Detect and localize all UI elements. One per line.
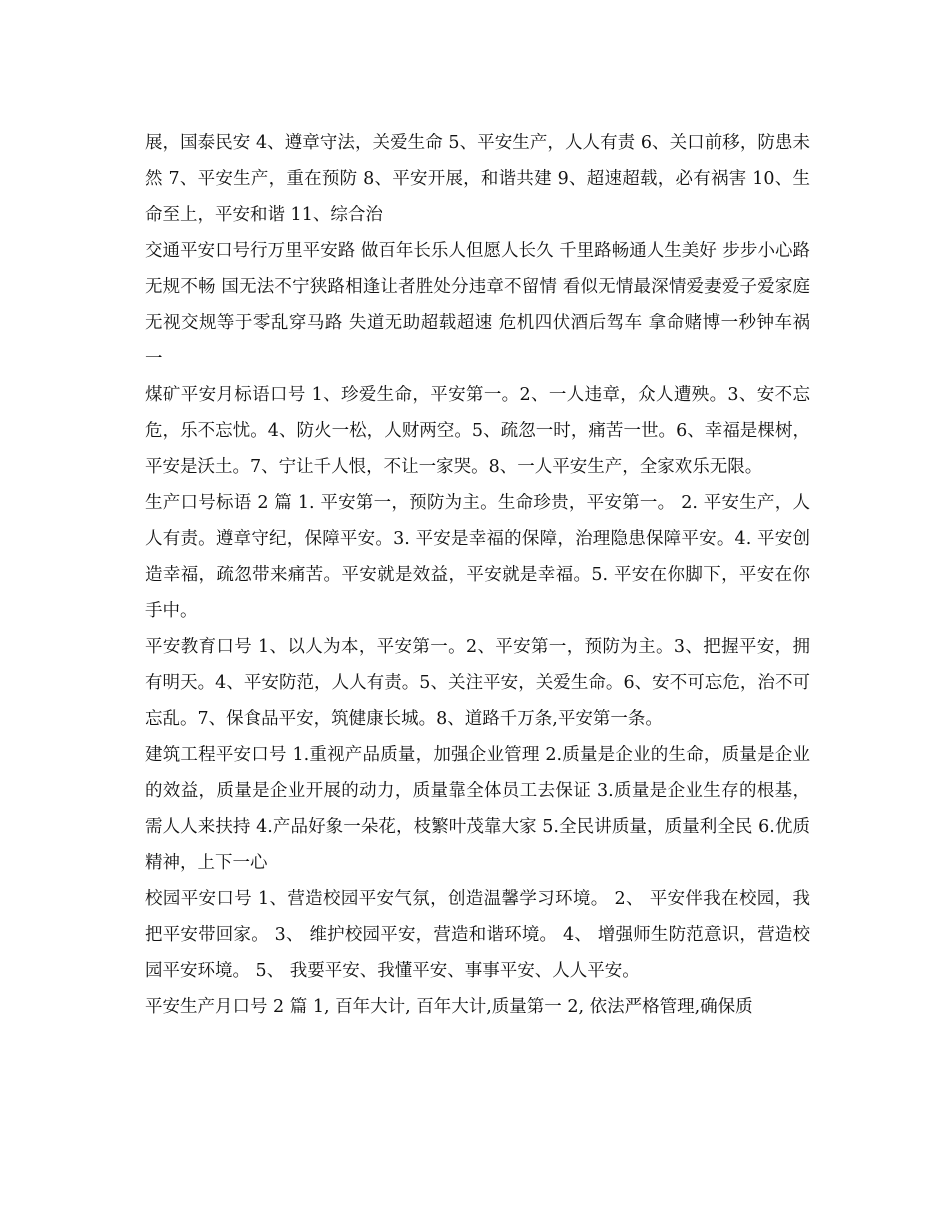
paragraph-1: 展，国泰民安 4、遵章守法，关爱生命 5、平安生产，人人有责 6、关口前移，防患未然 7、平安生产，重在预防 8、平安开展，和谐共建 9、超速超载，必有祸害 10、生命至上，平安和谐 11、综合治 (145, 133, 810, 225)
paragraph-6: 建筑工程平安口号 1.重视产品质量，加强企业管理 2.质量是企业的生命，质量是企业的效益，质量是企业开展的动力，质量靠全体员工去保证 3.质量是企业生存的根基，需人人来扶持 4.产品好象一朵花，枝繁叶茂靠大家 5.全民讲质量，质量利全民 6.优质精神，上下一心 (145, 745, 810, 873)
paragraph-8: 平安生产月口号 2 篇 1, 百年大计, 百年大计,质量第一 2, 依法严格管理,确保质 (145, 997, 753, 1017)
document-body (145, 125, 810, 1025)
paragraph-2: 交通平安口号行万里平安路 做百年长乐人但愿人长久 千里路畅通人生美好 步步小心路无规不畅 国无法不宁狭路相逢让者胜处分违章不留情 看似无情最深情爱妻爱子爱家庭 无视交规等于零乱穿马路 失道无助超载超速 危机四伏酒后驾车 拿命赌博一秒钟车祸 一 (145, 241, 810, 369)
paragraph-3: 煤矿平安月标语口号 1、珍爱生命，平安第一。2、一人违章，众人遭殃。3、安不忘危，乐不忘忧。4、防火一松，人财两空。5、疏忽一时，痛苦一世。6、幸福是棵树，平安是沃土。7、宁让千人恨，不让一家哭。8、一人平安生产，全家欢乐无限。 (145, 385, 810, 477)
paragraph-7: 校园平安口号 1、营造校园平安气氛，创造温馨学习环境。 2、 平安伴我在校园，我把平安带回家。 3、 维护校园平安，营造和谐环境。 4、 增强师生防范意识，营造校园平安环境。 5、 我要平安、我懂平安、事事平安、人人平安。 (145, 889, 810, 981)
paragraph-4: 生产口号标语 2 篇 1. 平安第一，预防为主。生命珍贵，平安第一。 2. 平安生产，人人有责。遵章守纪，保障平安。3. 平安是幸福的保障，治理隐患保障平安。4. 平安创造幸福，疏忽带来痛苦。平安就是效益，平安就是幸福。5. 平安在你脚下，平安在你手中。 (145, 493, 810, 621)
paragraph-5: 平安教育口号 1、以人为本，平安第一。2、平安第一，预防为主。3、把握平安，拥有明天。4、平安防范，人人有责。5、关注平安，关爱生命。6、安不可忘危，治不可忘乱。7、保食品平安，筑健康长城。8、道路千万条,平安第一条。 (145, 637, 810, 729)
